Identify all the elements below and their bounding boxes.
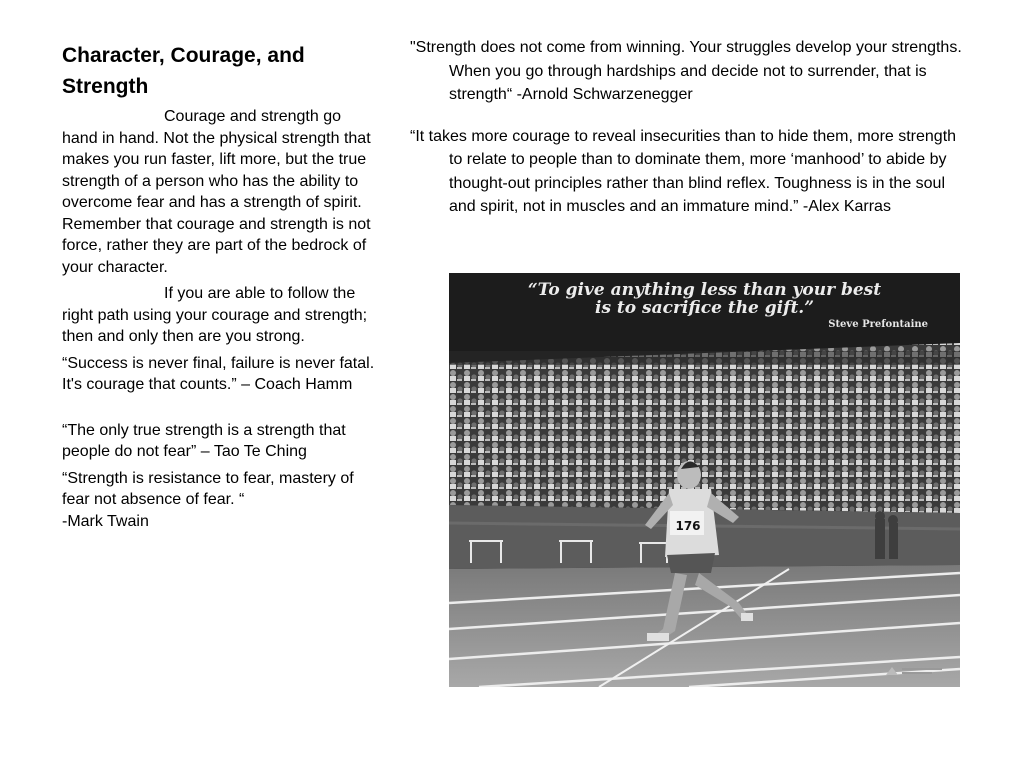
quote-tao-te-ching: “The only true strength is a strength that people do not fear” – Tao Te Ching bbox=[62, 421, 346, 460]
page-title: Character, Courage, and Strength bbox=[62, 44, 305, 98]
poster-author: Steve Prefontaine bbox=[828, 319, 928, 330]
poster-quote-line-2: is to sacrifice the gift.” bbox=[594, 298, 814, 318]
paragraph: If you are able to follow the right path using your courage and strength; then and only then are you strong. bbox=[62, 285, 368, 345]
poster-quote-line-1: “To give anything less than your best bbox=[527, 280, 882, 300]
runner-photo bbox=[449, 273, 960, 687]
body-text bbox=[62, 106, 380, 532]
quote-twain: “Strength is resistance to fear, mastery of fear not absence of fear. “ bbox=[62, 469, 354, 508]
quote-hamm: “Success is never final, failure is never fatal. It's courage that counts.” – Coach Hamm bbox=[62, 354, 375, 393]
quote-twain-attribution: -Mark Twain bbox=[62, 512, 149, 530]
quote-karras: “It takes more courage to reveal insecurities than to hide them, more strength to relate to people than to dominate them, more ‘manhood’ to abide by thought-out principles rather than blind reflex. Toughness is in the soul and spirit, not in muscles and an immature mind.” -Alex Karras bbox=[410, 127, 957, 215]
bib-number: 176 bbox=[675, 519, 701, 533]
quote-schwarzenegger: "Strength does not come from winning. Your struggles develop your strengths. When you go through hardships and decide not to surrender, that is strength“ -Arnold Schwarzenegger bbox=[410, 39, 962, 103]
poster-quote bbox=[449, 281, 960, 317]
paragraph: Courage and strength go hand in hand. Not the physical strength that makes you run faster, lift more, but the true strength of a person who has the ability to overcome fear and has a strength of spirit. Remember that courage and strength is not force, rather they are part of the bedrock of your character. bbox=[62, 108, 371, 276]
poster-image bbox=[449, 273, 960, 687]
left-column bbox=[62, 40, 380, 537]
right-column bbox=[410, 36, 968, 229]
publisher-logo bbox=[884, 663, 948, 679]
